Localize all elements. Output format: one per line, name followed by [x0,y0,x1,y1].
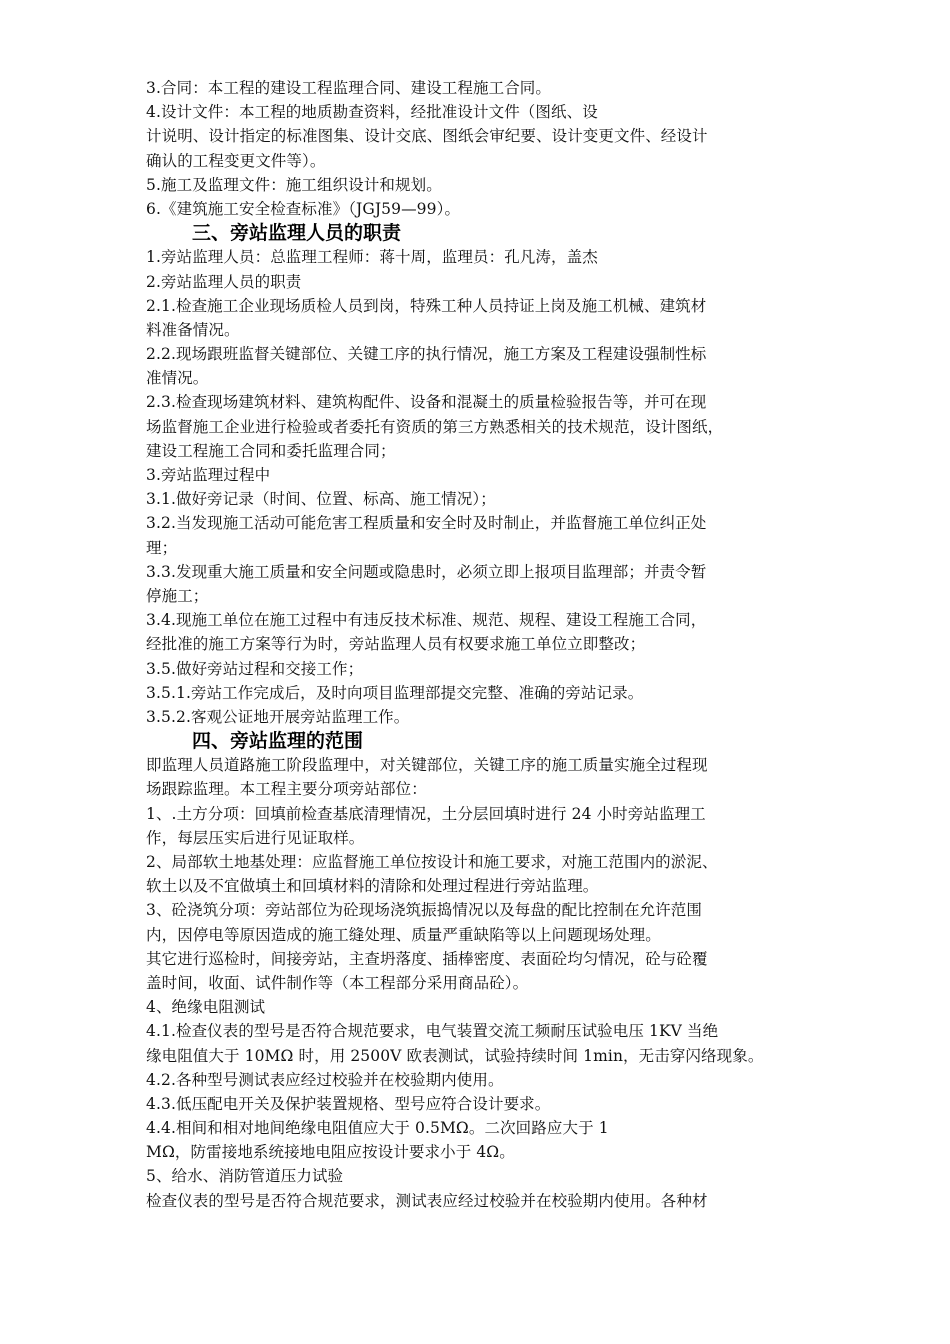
paragraph-line: 料准备情况。 [146,320,240,339]
paragraph-line: 理； [146,538,178,557]
paragraph-line: MΩ，防雷接地系统接地电阻应按设计要求小于 4Ω。 [146,1143,515,1162]
paragraph-line: 5、给水、消防管道压力试验 [146,1167,344,1186]
paragraph-line: 2.1.检查施工企业现场质检人员到岗，特殊工种人员持证上岗及施工机械、建筑材 [146,296,707,315]
paragraph-line: 其它进行巡检时，间接旁站，主查坍落度、插棒密度、表面砼均匀情况，砼与砼覆 [146,949,708,968]
paragraph-line: 场跟踪监理。本工程主要分项旁站部位： [146,780,427,799]
paragraph-line: 2.2.现场跟班监督关键部位、关键工序的执行情况，施工方案及工程建设强制性标 [146,345,707,364]
paragraph-line: 3.5.做好旁站过程和交接工作； [146,659,364,678]
paragraph-line: 6.《建筑施工安全检查标准》（JGJ59—99）。 [146,199,461,218]
paragraph-line: 3.4.现施工单位在施工过程中有违反技术标准、规范、规程、建设工程施工合同， [146,611,707,630]
paragraph-line: 2、局部软土地基处理：应监督施工单位按设计和施工要求，对施工范围内的淤泥、 [146,853,718,871]
document-page [146,76,818,1213]
paragraph-line: 4、绝缘电阻测试 [146,998,266,1017]
paragraph-line: 检查仪表的型号是否符合规范要求，测试表应经过校验并在校验期内使用。各种材 [146,1191,708,1210]
paragraph-line: 3.5.1.旁站工作完成后，及时向项目监理部提交完整、准确的旁站记录。 [146,683,644,702]
paragraph-line: 1、.土方分项：回填前检查基底清理情况，土分层回填时进行 24 小时旁站监理工 [146,804,706,823]
paragraph-line: 5.施工及监理文件：施工组织设计和规划。 [146,175,442,194]
paragraph-line: 1.旁站监理人员：总监理工程师：蒋十周，监理员：孔凡涛，盖杰 [146,248,598,267]
paragraph-line: 确认的工程变更文件等）。 [146,151,326,170]
paragraph-line: 准情况。 [146,369,209,388]
paragraph-line: 即监理人员道路施工阶段监理中，对关键部位，关键工序的施工质量实施全过程现 [146,756,708,775]
section-heading: 四、旁站监理的范围 [192,730,364,753]
paragraph-line: 3.旁站监理过程中 [146,466,271,484]
paragraph-line: 4.4.相间和相对地间绝缘电阻值应大于 0.5MΩ。二次回路应大于 1 [146,1119,609,1138]
paragraph-line: 2.旁站监理人员的职责 [146,272,302,291]
paragraph-line: 停施工； [146,586,209,605]
paragraph-line: 软土以及不宜做填土和回填材料的清除和处理过程进行旁站监理。 [146,877,599,896]
paragraph-line: 2.3.检查现场建筑材料、建筑构配件、设备和混凝土的质量检验报告等，并可在现 [146,393,707,412]
paragraph-line: 经批准的施工方案等行为时，旁站监理人员有权要求施工单位立即整改； [146,635,646,654]
paragraph-line: 3.1.做好旁记录（时间、位置、标高、施工情况）； [146,490,496,509]
paragraph-line: 3、砼浇筑分项：旁站部位为砼现场浇筑振捣情况以及每盘的配比控制在允许范围 [146,901,702,920]
paragraph-line: 4.3.低压配电开关及保护装置规格、型号应符合设计要求。 [146,1094,551,1113]
paragraph-line: 缘电阻值大于 10MΩ 时，用 2500V 欧表测试，试验持续时间 1min，无击穿闪络现象。 [146,1046,764,1065]
paragraph-line: 3.3.发现重大施工质量和安全问题或隐患时，必须立即上报项目监理部；并责令暂 [146,562,707,581]
paragraph-line: 作，每层压实后进行见证取样。 [146,828,365,847]
section-heading: 三、旁站监理人员的职责 [192,222,402,245]
paragraph-line: 计说明、设计指定的标准图集、设计交底、图纸会审纪要、设计变更文件、经设计 [146,127,708,146]
paragraph-line: 建设工程施工合同和委托监理合同； [146,441,396,460]
paragraph-line: 内，因停电等原因造成的施工缝处理、质量严重缺陷等以上问题现场处理。 [146,925,661,944]
paragraph-line: 4.2.各种型号测试表应经过校验并在校验期内使用。 [146,1070,504,1089]
paragraph-line: 3.5.2.客观公证地开展旁站监理工作。 [146,707,410,726]
paragraph-line: 4.1.检查仪表的型号是否符合规范要求，电气装置交流工频耐压试验电压 1KV 当绝 [146,1022,719,1041]
paragraph-line: 4.设计文件：本工程的地质勘查资料，经批准设计文件（图纸、设 [146,103,598,122]
paragraph-line: 场监督施工企业进行检验或者委托有资质的第三方熟悉相关的技术规范，设计图纸， [146,417,724,436]
paragraph-line: 盖时间，收面、试件制作等（本工程部分采用商品砼）。 [146,973,529,992]
paragraph-line: 3.2.当发现施工活动可能危害工程质量和安全时及时制止，并监督施工单位纠正处 [146,514,707,533]
paragraph-line: 3.合同：本工程的建设工程监理合同、建设工程施工合同。 [146,79,551,97]
